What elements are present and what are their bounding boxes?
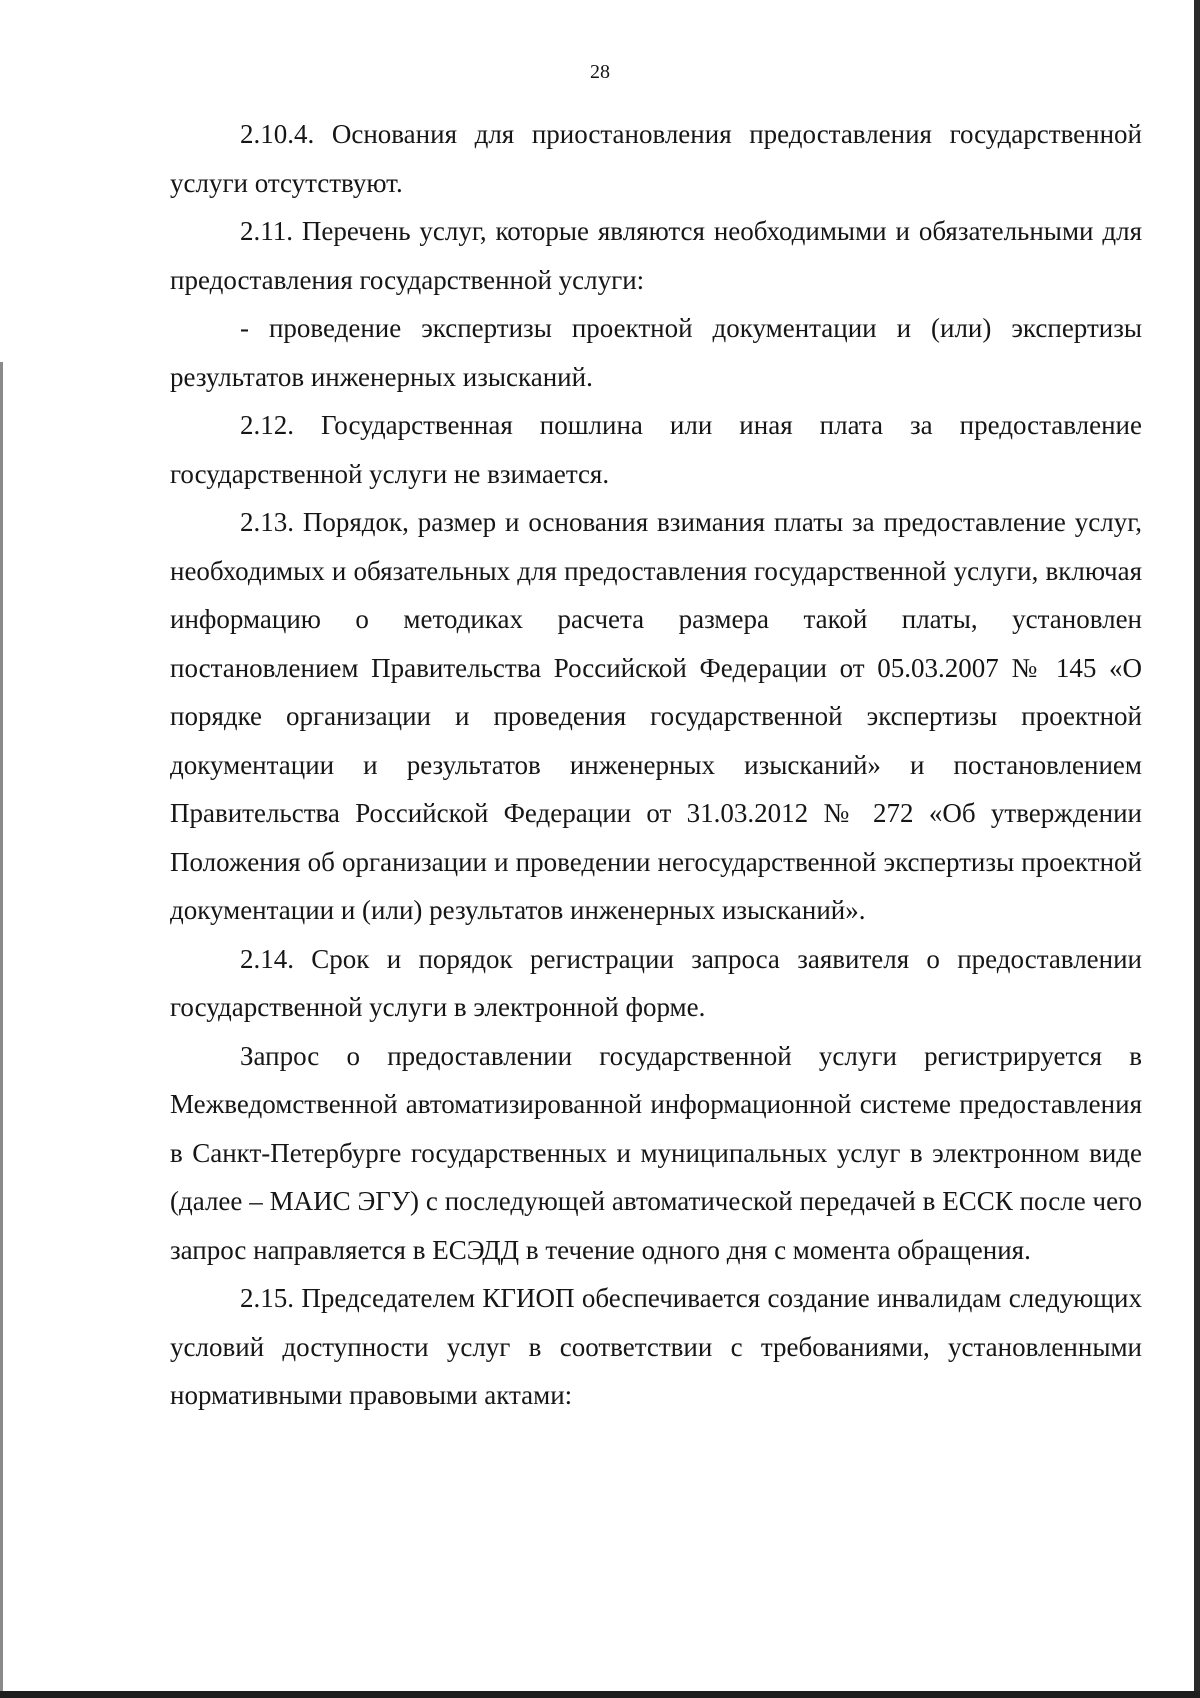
scan-edge-bottom bbox=[0, 1691, 1200, 1698]
paragraph-2-13: 2.13. Порядок, размер и основания взимания платы за предоставление услуг, необходимых и обязательных для предоставления государственной услуги, включая информацию о методиках расчета размера такой платы, установлен постановлением Правительства Российской Федерации от 05.03.2007 № 145 «О порядке организации и проведения государственной экспертизы проектной документации и результатов инженерных изысканий» и постановлением Правительства Российской Федерации от 31.03.2012 № 272 «Об утверждении Положения об организации и проведении негосударственной экспертизы проектной документации и (или) результатов инженерных изысканий». bbox=[170, 507, 1142, 925]
paragraph-2-15: 2.15. Председателем КГИОП обеспечивается создание инвалидам следующих условий доступности услуг в соответствии с требованиями, установленными нормативными правовыми актами: bbox=[170, 1283, 1142, 1410]
scan-edge-left bbox=[0, 362, 3, 1698]
document-body bbox=[170, 110, 1142, 1420]
paragraph-2-12: 2.12. Государственная пошлина или иная плата за предоставление государственной услуги не взимается. bbox=[170, 410, 1142, 489]
paragraph-2-10-4: 2.10.4. Основания для приостановления предоставления государственной услуги отсутствуют. bbox=[170, 119, 1142, 198]
list-item-expertise: - проведение экспертизы проектной документации и (или) экспертизы результатов инженерных изысканий. bbox=[170, 313, 1142, 392]
paragraph-2-11: 2.11. Перечень услуг, которые являются необходимыми и обязательными для предоставления государственной услуги: bbox=[170, 216, 1142, 295]
scan-edge-right bbox=[1194, 0, 1200, 1698]
paragraph-2-14: 2.14. Срок и порядок регистрации запроса заявителя о предоставлении государственной услуги в электронной форме. bbox=[170, 943, 1142, 1022]
paragraph-request-registration: Запрос о предоставлении государственной услуги регистрируется в Межведомственной автоматизированной информационной системе предоставления в Санкт-Петербурге государственных и муниципальных услуг в электронном виде (далее – МАИС ЭГУ) с последующей автоматической передачей в ЕССК после чего запрос направляется в ЕСЭДД в течение одного дня с момента обращения. bbox=[170, 1040, 1142, 1265]
page-number: 28 bbox=[590, 61, 610, 83]
